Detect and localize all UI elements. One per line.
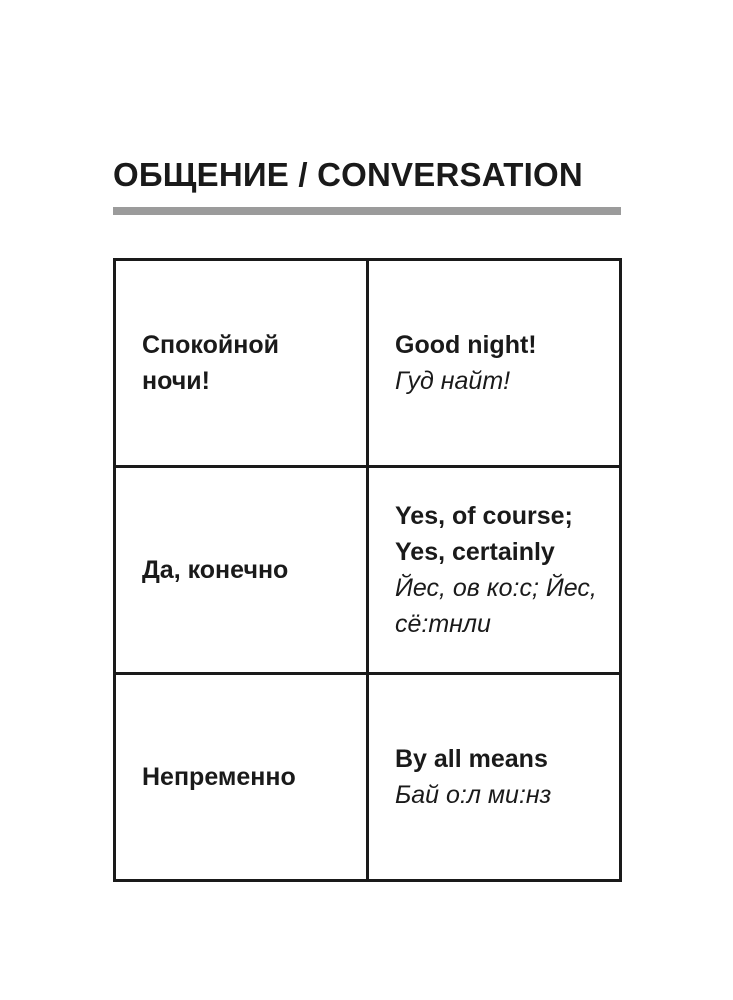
russian-cell: [115, 260, 368, 467]
english-cell: [368, 674, 621, 881]
phrase-table: [113, 258, 622, 882]
russian-phrase: Непременно: [142, 763, 296, 791]
english-phrase: By all means: [395, 745, 548, 773]
english-phrase: Yes, of course; Yes, certainly: [395, 502, 573, 566]
transcription: Гуд найт!: [395, 367, 511, 395]
title-divider: [113, 207, 621, 215]
page-title: ОБЩЕНИЕ / CONVERSATION: [113, 156, 583, 193]
russian-phrase: Спокойной ночи!: [142, 331, 279, 395]
english-cell: [368, 260, 621, 467]
table-row: [115, 260, 621, 467]
russian-phrase: Да, конечно: [142, 556, 289, 584]
english-cell: [368, 467, 621, 674]
english-phrase: Good night!: [395, 331, 537, 359]
russian-cell: [115, 674, 368, 881]
table-row: [115, 467, 621, 674]
transcription: Йес, ов ко:с; Йес, сё:тнли: [395, 574, 597, 638]
transcription: Бай о:л ми:нз: [395, 781, 552, 809]
russian-cell: [115, 467, 368, 674]
table-row: [115, 674, 621, 881]
